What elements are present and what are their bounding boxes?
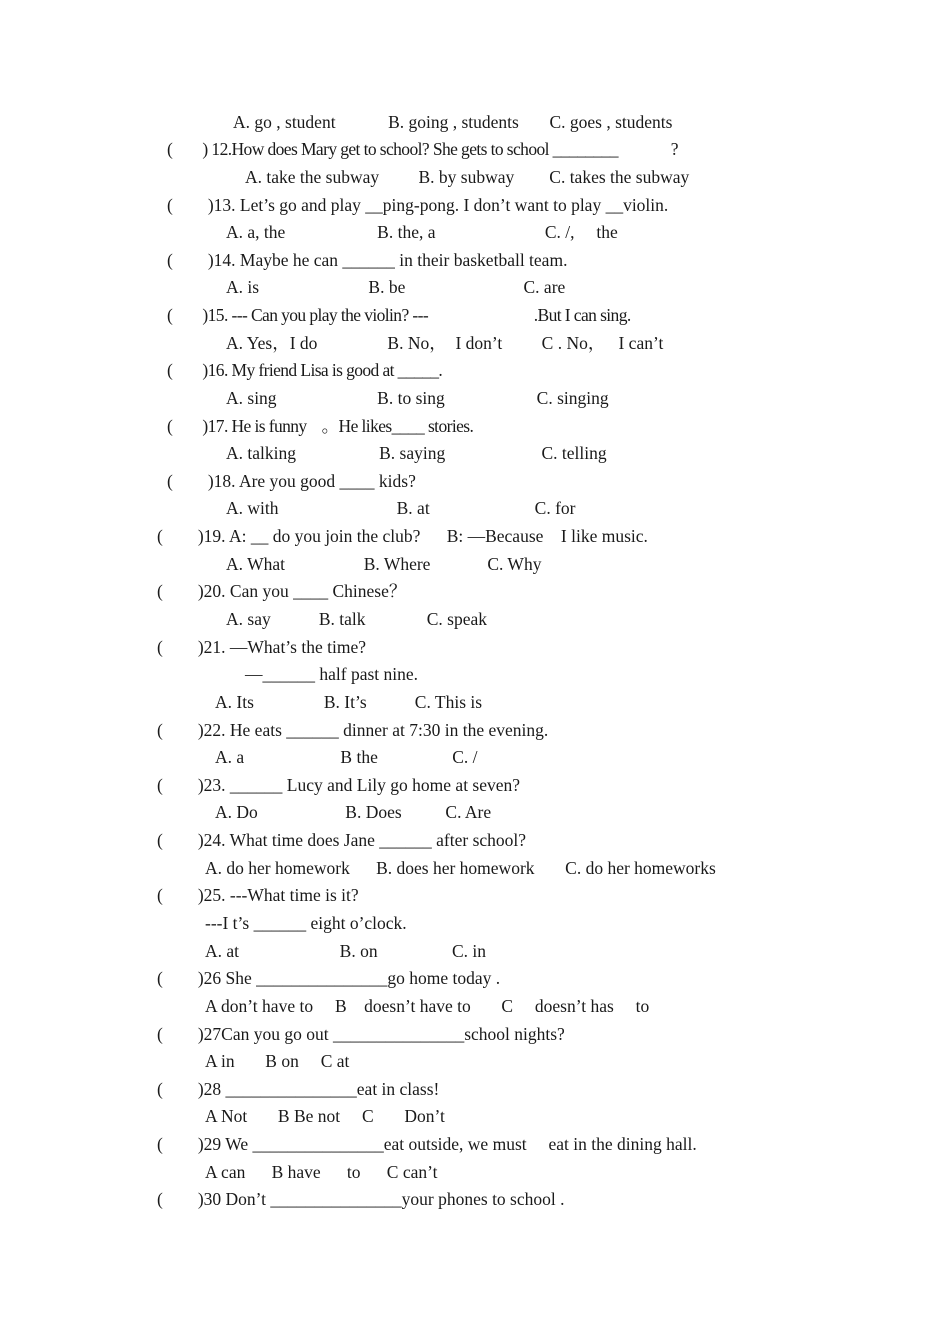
q30-stem: ( )30 Don’t _______________your phones to school . [157, 1189, 565, 1209]
q23-stem: ( )23. ______ Lucy and Lily go home at seven? [157, 775, 521, 795]
q15-options: A. Yes，I do B. No， I don’t C . No， I can’t [226, 333, 664, 353]
q25-answer-line: ---I t’s ______ eight o’clock. [205, 913, 407, 933]
q20-options: A. say B. talk C. speak [226, 609, 488, 629]
q14-stem: ( )14. Maybe he can ______ in their basketball team. [167, 250, 568, 270]
q12-stem: ( ) 12.How does Mary get to school? She gets to school ________ ? [167, 139, 678, 159]
q16-options: A. sing B. to sing C. singing [226, 388, 609, 408]
q26-options: A don’t have to B doesn’t have to C doesn’t has to [205, 996, 650, 1016]
q12-options: A. take the subway B. by subway C. takes the subway [245, 167, 690, 187]
q19-options: A. What B. Where C. Why [226, 554, 542, 574]
q11-options: A. go , student B. going , students C. goes , students [233, 112, 673, 132]
q26-stem: ( )26 She _______________go home today . [157, 968, 501, 988]
q27-options: A in B on C at [205, 1051, 350, 1071]
q22-options: A. a B the C. / [215, 747, 478, 767]
q20-stem: ( )20. Can you ____ Chinese？ [157, 581, 407, 601]
q28-stem: ( )28 _______________eat in class! [157, 1079, 440, 1099]
q13-stem: ( )13. Let’s go and play __ping-pong. I don’t want to play __violin. [167, 195, 669, 215]
q23-options: A. Do B. Does C. Are [215, 802, 492, 822]
q25-stem: ( )25. ---What time is it? [157, 885, 359, 905]
q25-options: A. at B. on C. in [205, 941, 486, 961]
q21-answer-line: —______ half past nine. [245, 664, 419, 684]
q29-stem: ( )29 We _______________eat outside, we must eat in the dining hall. [157, 1134, 697, 1154]
q28-options: A Not B Be not C Don’t [205, 1106, 445, 1126]
q16-stem: ( )16. My friend Lisa is good at _____. [167, 360, 443, 380]
q17-options: A. talking B. saying C. telling [226, 443, 607, 463]
q21-options: A. Its B. It’s C. This is [215, 692, 483, 712]
q14-options: A. is B. be C. are [226, 277, 566, 297]
q29-options: A can B have to C can’t [205, 1162, 438, 1182]
q19-stem: ( )19. A: __ do you join the club? B: —Because I like music. [157, 526, 648, 546]
q22-stem: ( )22. He eats ______ dinner at 7:30 in the evening. [157, 720, 549, 740]
q27-stem: ( )27Can you go out _______________school nights? [157, 1024, 565, 1044]
q18-stem: ( )18. Are you good ____ kids? [167, 471, 416, 491]
q18-options: A. with B. at C. for [226, 498, 576, 518]
q15-stem: ( )15. --- Can you play the violin? --- .But I can sing. [167, 305, 631, 325]
q13-options: A. a, the B. the, a C. /, the [226, 222, 618, 242]
q24-stem: ( )24. What time does Jane ______ after school? [157, 830, 527, 850]
q21-stem: ( )21. —What’s the time? [157, 637, 366, 657]
q24-options: A. do her homework B. does her homework C. do her homeworks [205, 858, 716, 878]
q17-stem: ( )17. He is funny 。He likes____ stories. [167, 416, 474, 436]
